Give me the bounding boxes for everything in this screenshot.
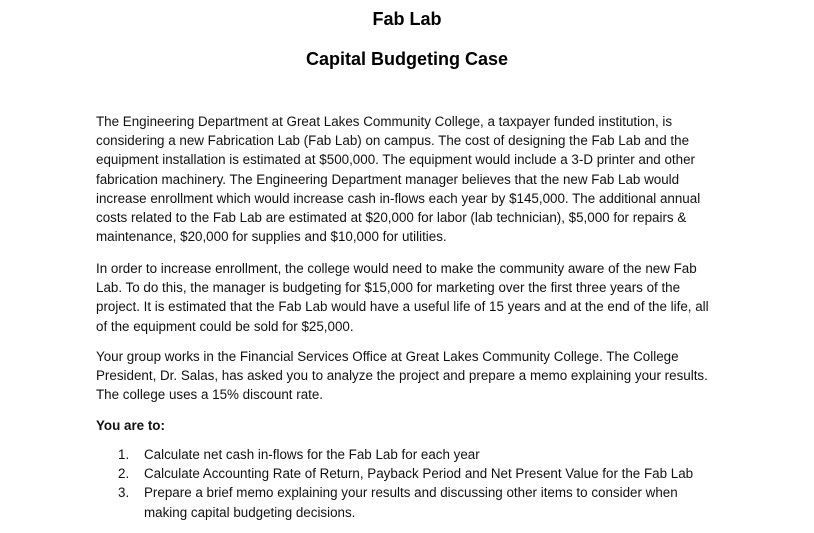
list-item-number: 2. xyxy=(118,466,130,482)
list-item-text: Prepare a brief memo explaining your results and discussing other items to consider when making capital budgeting decisions. xyxy=(144,485,678,520)
list-item xyxy=(96,445,721,464)
list-item-text: Calculate Accounting Rate of Return, Payback Period and Net Present Value for the Fab Lab xyxy=(144,466,694,482)
list-item-text: Calculate net cash in-flows for the Fab Lab for each year xyxy=(144,447,480,462)
list-item xyxy=(96,483,721,521)
task-list xyxy=(96,445,721,522)
paragraph-assignment-context: Your group works in the Financial Services Office at Great Lakes Community College. The College President, Dr. Salas, has asked you to analyze the project and prepare a memo explaining your results. The college uses a 15% discount rate. xyxy=(96,349,708,403)
document-title: Fab Lab xyxy=(372,9,442,29)
list-item-number: 1. xyxy=(118,447,130,462)
list-item-number: 3. xyxy=(118,485,130,501)
task-heading: You are to: xyxy=(96,418,165,433)
paragraph-project-description: The Engineering Department at Great Lakes Community College, a taxpayer funded institution, is considering a new Fabrication Lab (Fab Lab) on campus. The cost of designing the Fab Lab and the equipment installation is estimated at $500,000. The equipment would include a 3-D printer and other fabrication machinery. The Engineering Department manager believes that the new Fab Lab would increase enrollment which would increase cash in-flows each year by $145,000. The additional annual costs related to the Fab Lab are estimated at $20,000 for labor (lab technician), $5,000 for repairs & maintenance, $20,000 for supplies and $10,000 for utilities. xyxy=(96,114,701,245)
paragraph-marketing-and-life: In order to increase enrollment, the college would need to make the community aware of the new Fab Lab. To do this, the manager is budgeting for $15,000 for marketing over the first three years of the project. It is estimated that the Fab Lab would have a useful life of 15 years and at the end of the life, all of the equipment could be sold for $25,000. xyxy=(96,261,709,334)
list-item xyxy=(96,464,721,483)
document-subtitle: Capital Budgeting Case xyxy=(305,49,509,69)
